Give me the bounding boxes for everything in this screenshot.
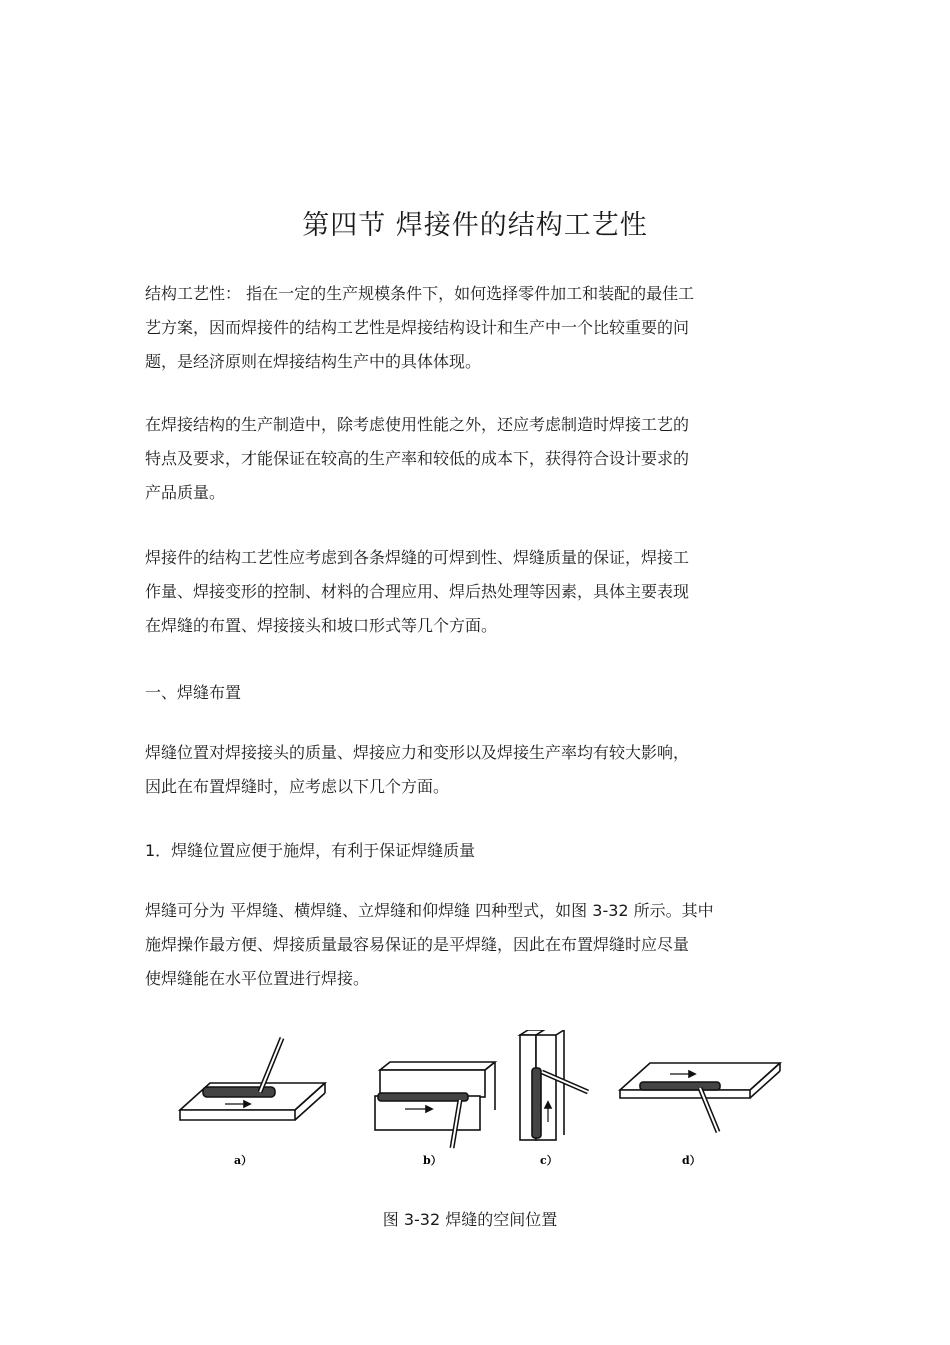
paragraph-production: [145, 408, 805, 510]
figure-label-b: b）: [423, 1154, 442, 1167]
text-line: 使焊缝能在水平位置进行焊接。: [145, 969, 370, 988]
subheading: 1．焊缝位置应便于施焊，有利于保证焊缝质量: [145, 841, 476, 860]
text-line: 在焊接结构的生产制造中，除考虑使用性能之外，还应考虑制造时焊接工艺的: [145, 415, 690, 434]
text-line: 作量、焊接变形的控制、材料的合理应用、焊后热处理等因素，具体主要表现: [145, 582, 690, 601]
figure-label-d: d）: [682, 1154, 701, 1167]
horizontal-weld-illustration: [375, 1062, 495, 1148]
text-line: 产品质量。: [145, 483, 226, 502]
weld-positions-figure: [170, 1030, 790, 1180]
figure-caption: 图 3-32 焊缝的空间位置: [382, 1210, 558, 1229]
text-line: 焊缝可分为 平焊缝、横焊缝、立焊缝和仰焊缝 四种型式，如图 3-32 所示。其中: [145, 901, 714, 920]
text-line: 结构工艺性： 指在一定的生产规模条件下，如何选择零件加工和装配的最佳工: [145, 284, 695, 303]
vertical-weld-illustration: [520, 1030, 588, 1140]
text-line: 焊接件的结构工艺性应考虑到各条焊缝的可焊到性、焊缝质量的保证，焊接工: [145, 548, 690, 567]
text-line: 特点及要求，才能保证在较高的生产率和较低的成本下，获得符合设计要求的: [145, 449, 690, 468]
flat-weld-illustration: [180, 1038, 325, 1120]
section-heading: 一、焊缝布置: [145, 683, 242, 702]
figure-label-c: c）: [540, 1154, 558, 1167]
page-title: 第四节 焊接件的结构工艺性: [302, 210, 648, 241]
text-line: 因此在布置焊缝时，应考虑以下几个方面。: [145, 777, 450, 796]
text-line: 在焊缝的布置、焊接接头和坡口形式等几个方面。: [145, 616, 498, 635]
overhead-weld-illustration: [620, 1063, 780, 1132]
paragraph-weld-position: [145, 736, 805, 804]
figure-label-a: a）: [234, 1154, 253, 1167]
paragraph-weld-types: [145, 894, 805, 996]
paragraph-factors: [145, 541, 805, 643]
text-line: 施焊操作最方便、焊接质量最容易保证的是平焊缝，因此在布置焊缝时应尽量: [145, 935, 690, 954]
paragraph-definition: [145, 277, 805, 379]
text-line: 艺方案，因而焊接件的结构工艺性是焊接结构设计和生产中一个比较重要的问: [145, 318, 690, 337]
text-line: 题，是经济原则在焊接结构生产中的具体体现。: [145, 352, 482, 371]
text-line: 焊缝位置对焊接接头的质量、焊接应力和变形以及焊接生产率均有较大影响，: [145, 743, 690, 762]
